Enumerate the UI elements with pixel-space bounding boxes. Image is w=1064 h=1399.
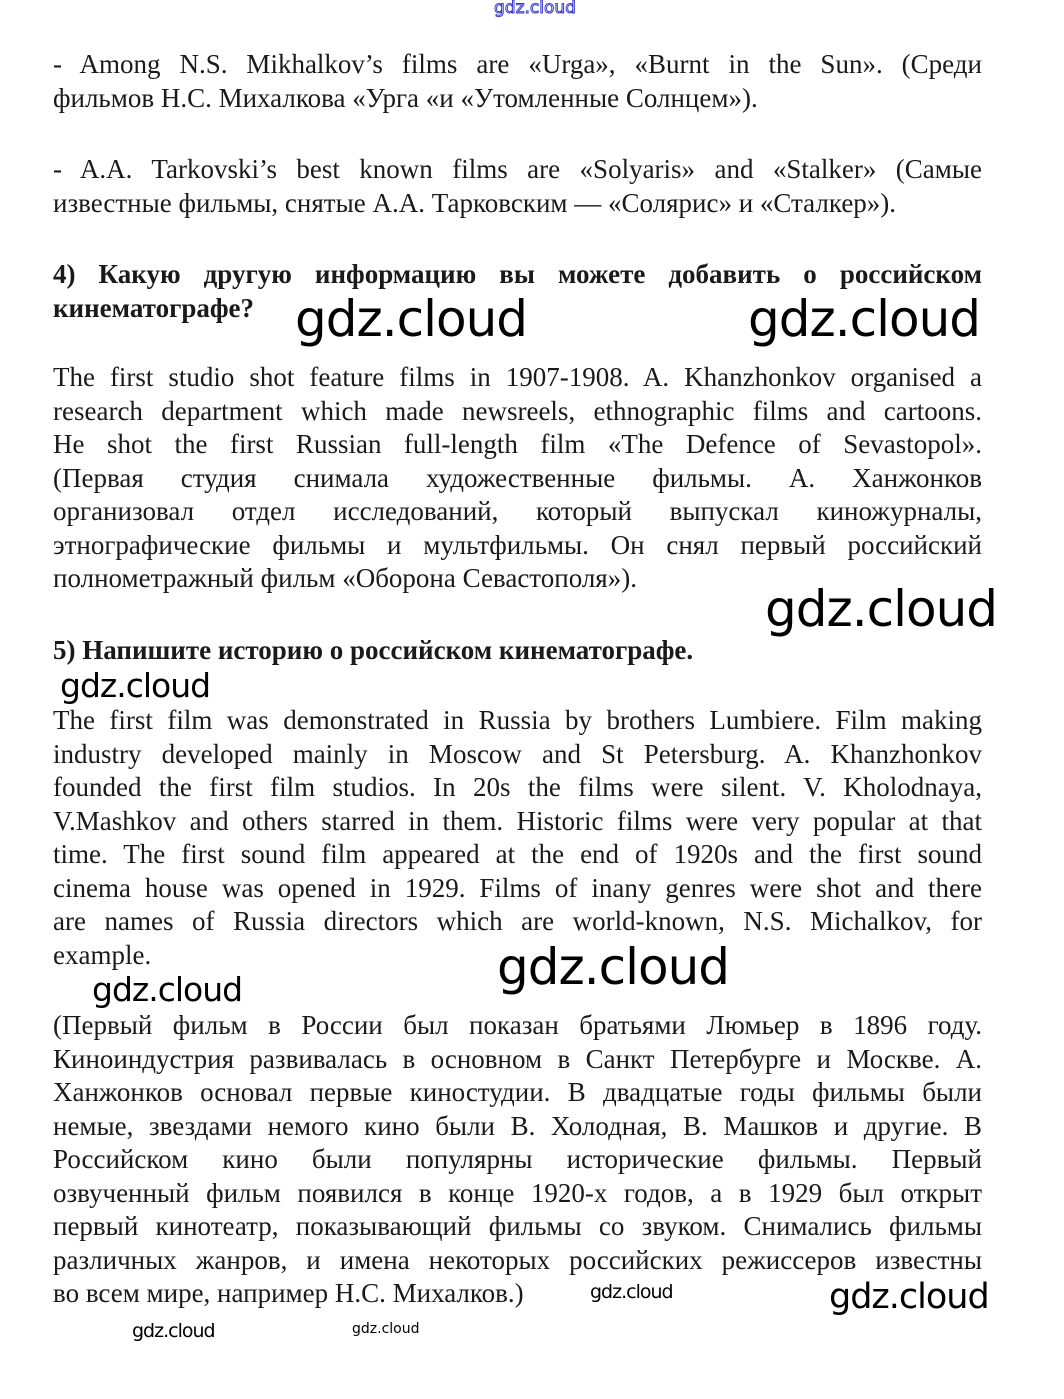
text-line: industry developed mainly in Moscow and St Petersburg. A. Khanzhonkov <box>53 738 982 769</box>
text-line: founded the first film studios. In 20s the films were silent. V. Kholodnaya, <box>53 772 982 802</box>
text-line: research department which made newsreels, ethnographic films and cartoons. <box>53 395 982 426</box>
paragraph-mikhalkov <box>53 48 982 115</box>
text-line: организовал отдел исследований, который выпускал киножурналы, <box>53 496 982 526</box>
text-line: фильмов Н.С. Михалкова «Урга «и «Утомленные Солнцем»). <box>53 82 758 113</box>
watermark: gdz.cloud <box>765 580 998 638</box>
paragraph-answer-4 <box>53 361 982 596</box>
text-line: 5) Напишите историю о российском кинематографе. <box>53 635 694 665</box>
heading-question-5 <box>53 634 982 668</box>
text-line: этнографические фильмы и мультфильмы. Он снял первый российский <box>53 529 982 560</box>
text-line: кинематографе? <box>53 292 255 323</box>
text-line: различных жанров, и имена некоторых российских режиссеров известны <box>53 1244 982 1275</box>
text-line: озвученный фильм появился в конце 1920-х годов, а в 1929 был открыт <box>53 1177 982 1208</box>
text-line: - Among N.S. Mikhalkov’s films are «Urga», «Burnt in the Sun». (Среди <box>53 49 982 79</box>
text-line: Ханжонков основал первые киностудии. В двадцатые годы фильмы были <box>53 1077 982 1107</box>
text-line: The first studio shot feature films in 1907-1908. A. Khanzhonkov organised a <box>53 362 982 392</box>
watermark: gdz.cloud <box>60 666 211 705</box>
text-line: - A.A. Tarkovski’s best known films are «Solyaris» and «Stalker» (Самые <box>53 154 982 184</box>
text-line: example. <box>53 939 152 970</box>
watermark: gdz.cloud <box>590 1281 673 1303</box>
text-line: time. The first sound film appeared at the end of 1920s and the first sound <box>53 839 982 869</box>
paragraph-answer-5-english <box>53 704 982 972</box>
text-line: Российском кино были популярны исторические фильмы. Первый <box>53 1144 982 1174</box>
text-line: The first film was demonstrated in Russia by brothers Lumbiere. Film making <box>53 705 982 735</box>
watermark: gdz.cloud <box>829 1277 989 1317</box>
text-line: первый кинотеатр, показывающий фильмы со звуком. Снимались фильмы <box>53 1211 982 1241</box>
watermark: gdz.cloud <box>92 970 243 1009</box>
text-line: (Первый фильм в России был показан братьями Люмьер в 1896 году. <box>53 1010 982 1040</box>
text-line: V.Mashkov and others starred in them. Historic films were very popular at that <box>53 805 982 836</box>
text-line: He shot the first Russian full-length film «The Defence of Sevastopol». <box>53 429 982 459</box>
text-line: are names of Russia directors which are world-known, N.S. Michalkov, for <box>53 906 982 936</box>
text-line: (Первая студия снимала художественные фильмы. А. Ханжонков <box>53 462 982 493</box>
text-line: известные фильмы, снятые А.А. Тарковским — «Солярис» и «Сталкер»). <box>53 187 897 218</box>
watermark: gdz.cloud <box>295 290 528 348</box>
watermark-top: gdz.cloud <box>494 0 576 18</box>
text-line: полнометражный фильм «Оборона Севастополя»). <box>53 563 637 593</box>
text-line: cinema house was opened in 1929. Films of inany genres were shot and there <box>53 872 982 903</box>
text-line: Киноиндустрия развивалась в основном в Санкт Петербурге и Москве. А. <box>53 1043 982 1074</box>
paragraph-tarkovski <box>53 153 982 220</box>
watermark: gdz.cloud <box>497 938 730 996</box>
text-line: во всем мире, например Н.С. Михалков.) <box>53 1278 524 1308</box>
text-line: немые, звездами немого кино были В. Холодная, В. Машков и другие. В <box>53 1110 982 1141</box>
text-line: 4) Какую другую информацию вы можете добавить о российском <box>53 259 982 289</box>
watermark: gdz.cloud <box>132 1320 215 1342</box>
paragraph-answer-5-russian <box>53 1009 982 1311</box>
watermark: gdz.cloud <box>748 290 981 348</box>
watermark: gdz.cloud <box>352 1321 420 1337</box>
